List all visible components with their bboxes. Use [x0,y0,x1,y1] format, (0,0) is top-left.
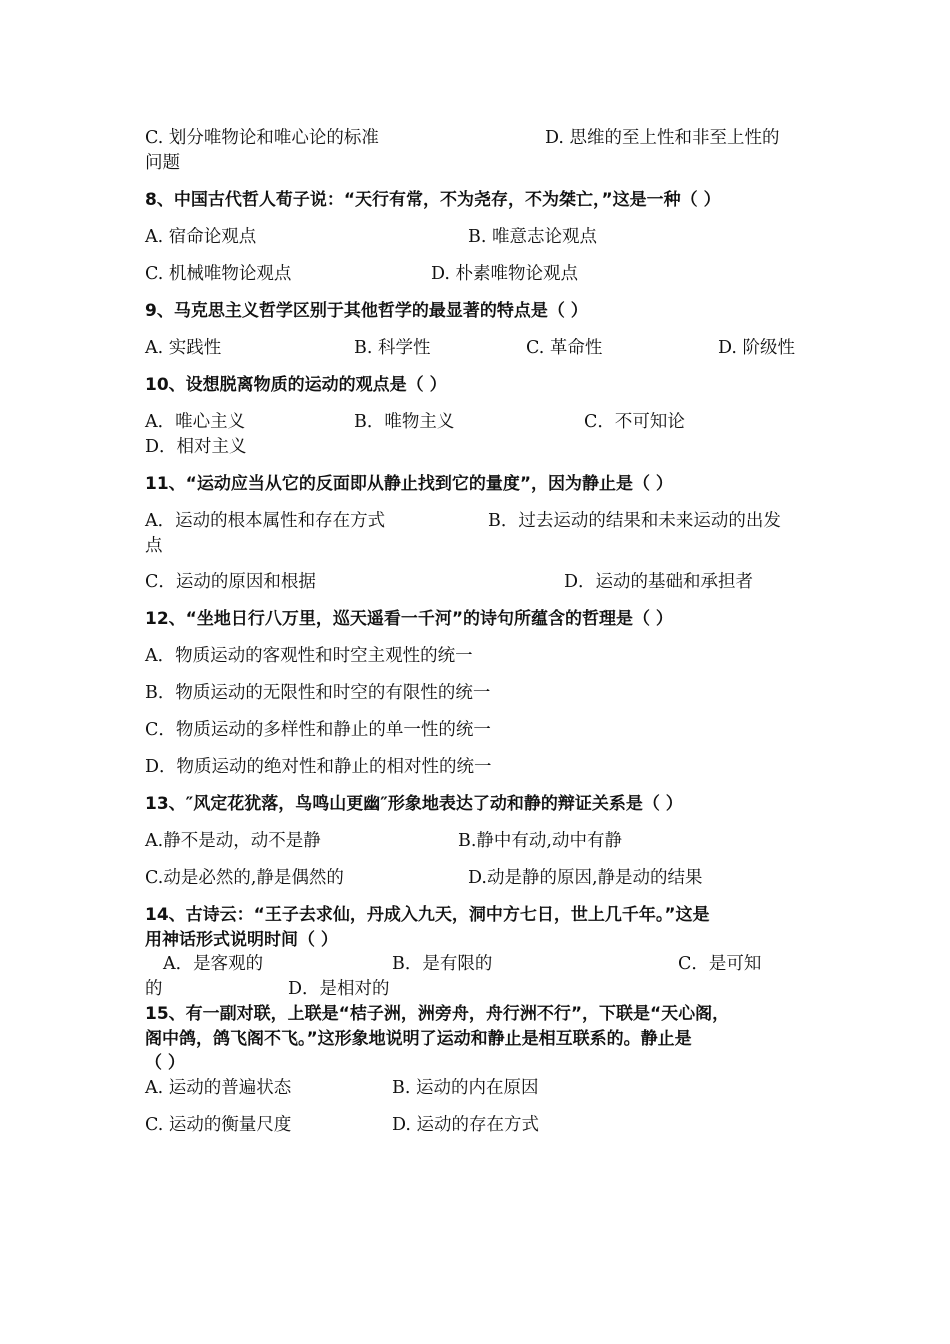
q7-option-d: D. 思维的至上性和非至上性的 [545,128,780,148]
q15-option-c: C. 运动的衡量尺度 [145,1115,292,1135]
q14-stem-line-2: 用神话形式说明时间（ ） [145,930,338,950]
q11-option-c: C．运动的原因和根据 [145,572,316,592]
q15-stem-line-3: （ ） [145,1053,185,1073]
q12-stem: 12、“坐地日行八万里，巡天遥看一千河”的诗句所蕴含的哲理是（ ） [145,609,673,629]
q10-option-c: C．不可知论 [584,412,685,432]
q14-stem-line-1: 14、古诗云：“王子去求仙，丹成入九天，洞中方七日，世上几千年。”这是 [145,905,710,925]
q10-option-d: D．相对主义 [145,437,247,457]
q10-option-b: B．唯物主义 [354,412,455,432]
q7-option-c: C. 划分唯物论和唯心论的标准 [145,128,379,148]
q11-option-d: D．运动的基础和承担者 [564,572,754,592]
q13-option-a: A.静不是动，动不是静 [145,831,321,851]
q15-stem-line-2: 阁中鸽，鸽飞阁不飞。”这形象地说明了运动和静止是相互联系的。静止是 [145,1029,692,1049]
q14-option-c: C．是可知 [678,954,762,974]
q8-stem: 8、中国古代哲人荀子说：“天行有常，不为尧存，不为桀亡，”这是一种（ ） [145,190,721,210]
q8-option-b: B. 唯意志论观点 [468,227,597,247]
q14-option-a: A．是客观的 [163,954,264,974]
q13-stem: 13、″风定花犹落，鸟鸣山更幽″形象地表达了动和静的辩证关系是（ ） [145,794,683,814]
q10-option-a: A．唯心主义 [145,412,246,432]
q12-option-d: D．物质运动的绝对性和静止的相对性的统一 [145,757,492,777]
q15-option-d: D. 运动的存在方式 [392,1115,540,1135]
q13-option-b: B.静中有动,动中有静 [458,831,622,851]
q9-option-b: B. 科学性 [354,338,431,358]
q10-stem: 10、设想脱离物质的运动的观点是（ ） [145,375,447,395]
q15-option-a: A. 运动的普遍状态 [145,1078,292,1098]
q11-option-a: A．运动的根本属性和存在方式 [145,511,386,531]
q13-option-d: D.动是静的原因,静是动的结果 [468,868,703,888]
q13-option-c: C.动是必然的,静是偶然的 [145,868,344,888]
q8-option-a: A. 宿命论观点 [145,227,257,247]
q11-option-b: B．过去运动的结果和未来运动的出发 [488,511,781,531]
q8-option-d: D. 朴素唯物论观点 [431,264,579,284]
q12-option-c: C．物质运动的多样性和静止的单一性的统一 [145,720,491,740]
q9-option-c: C. 革命性 [526,338,603,358]
q12-option-a: A．物质运动的客观性和时空主观性的统一 [145,646,473,666]
q15-stem-line-1: 15、有一副对联，上联是“桔子洲，洲旁舟，舟行洲不行”，下联是“天心阁， [145,1004,730,1024]
q7-option-d-continued: 问题 [145,153,180,173]
q14-option-d: D．是相对的 [288,979,390,999]
q11-option-b-continued: 点 [145,536,163,556]
q14-option-c-continued: 的 [145,979,163,999]
q8-option-c: C. 机械唯物论观点 [145,264,292,284]
q11-stem: 11、“运动应当从它的反面即从静止找到它的量度”，因为静止是（ ） [145,474,673,494]
q12-option-b: B．物质运动的无限性和时空的有限性的统一 [145,683,491,703]
q9-option-d: D. 阶级性 [718,338,796,358]
q15-option-b: B. 运动的内在原因 [392,1078,539,1098]
q9-stem: 9、马克思主义哲学区别于其他哲学的最显著的特点是（ ） [145,301,588,321]
q14-option-b: B．是有限的 [392,954,493,974]
q9-option-a: A. 实践性 [145,338,222,358]
